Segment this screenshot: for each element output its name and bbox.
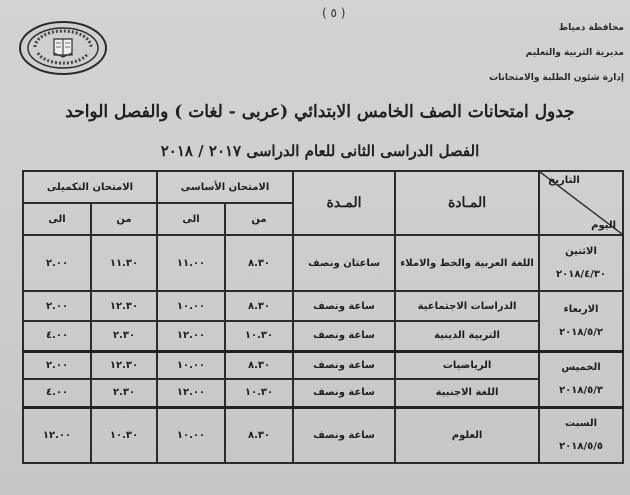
basic-to-cell: ١٠.٠٠ bbox=[157, 351, 225, 379]
duration-cell: ساعة ونصف bbox=[293, 321, 395, 351]
date-day-header bbox=[539, 171, 623, 235]
day-date-cell bbox=[539, 235, 623, 291]
subject-cell: التربية الدينية bbox=[395, 321, 539, 351]
basic-from-header: من bbox=[225, 203, 293, 235]
department-line: إدارة شئون الطلبة والامتحانات bbox=[489, 73, 624, 83]
makeup-to-cell: ٢.٠٠ bbox=[23, 351, 91, 379]
basic-to-header: الى bbox=[157, 203, 225, 235]
date-label: ٢٠١٨/٤/٣٠ bbox=[556, 269, 607, 280]
basic-from-cell: ٨.٣٠ bbox=[225, 291, 293, 321]
makeup-exam-header: الامتحان التكميلى bbox=[23, 171, 157, 203]
makeup-from-cell: ١٢.٣٠ bbox=[91, 291, 157, 321]
makeup-from-cell: ١٢.٣٠ bbox=[91, 351, 157, 379]
directorate-line: مديرية التربية والتعليم bbox=[525, 48, 624, 58]
issuer-header bbox=[484, 16, 624, 91]
basic-from-cell: ٨.٣٠ bbox=[225, 351, 293, 379]
date-label: ٢٠١٨/٥/٥ bbox=[559, 441, 603, 453]
date-header: التاريخ bbox=[548, 175, 580, 186]
makeup-to-header: الى bbox=[23, 203, 91, 235]
makeup-to-cell: ٤.٠٠ bbox=[23, 379, 91, 407]
date-label: ٢٠١٨/٥/٢ bbox=[559, 326, 603, 338]
makeup-from-header: من bbox=[91, 203, 157, 235]
makeup-from-cell: ١١.٣٠ bbox=[91, 235, 157, 291]
exam-schedule-table bbox=[22, 170, 624, 464]
table-row bbox=[23, 321, 623, 351]
subject-cell: الدراسات الاجتماعية bbox=[395, 291, 539, 321]
day-label: السبت bbox=[565, 418, 598, 430]
basic-from-cell: ٨.٣٠ bbox=[225, 407, 293, 463]
duration-header: المـدة bbox=[293, 171, 395, 235]
makeup-from-cell: ٢.٣٠ bbox=[91, 321, 157, 351]
duration-cell: ساعة ونصف bbox=[293, 291, 395, 321]
day-date-cell bbox=[539, 351, 623, 407]
day-label: الاثنين bbox=[565, 246, 597, 257]
ministry-seal-icon bbox=[18, 20, 108, 76]
basic-from-cell: ٨.٣٠ bbox=[225, 235, 293, 291]
basic-from-cell: ١٠.٣٠ bbox=[225, 321, 293, 351]
makeup-to-cell: ٤.٠٠ bbox=[23, 321, 91, 351]
table-row bbox=[23, 379, 623, 407]
duration-cell: ساعة ونصف bbox=[293, 379, 395, 407]
basic-to-cell: ١٠.٠٠ bbox=[157, 291, 225, 321]
document-subtitle: الفصل الدراسى الثانى للعام الدراسى ٢٠١٧ / ٢٠١٨ bbox=[160, 142, 480, 160]
makeup-from-cell: ١٠.٣٠ bbox=[91, 407, 157, 463]
page-number: ( ٥ ) bbox=[322, 6, 346, 20]
table-row bbox=[23, 351, 623, 379]
day-label: الخميس bbox=[561, 362, 601, 373]
date-label: ٢٠١٨/٥/٣ bbox=[559, 385, 603, 396]
table-row bbox=[23, 235, 623, 291]
basic-to-cell: ١٠.٠٠ bbox=[157, 407, 225, 463]
basic-to-cell: ١١.٠٠ bbox=[157, 235, 225, 291]
day-label: الاربعاء bbox=[563, 303, 599, 315]
basic-to-cell: ١٢.٠٠ bbox=[157, 379, 225, 407]
duration-cell: ساعة ونصف bbox=[293, 351, 395, 379]
basic-from-cell: ١٠.٣٠ bbox=[225, 379, 293, 407]
document-title: جدول امتحانات الصف الخامس الابتدائي (عربى - لغات ) والفصل الواحد bbox=[65, 102, 575, 122]
governorate-line: محافظة دمياط bbox=[558, 23, 624, 33]
subject-cell: اللغة العربية والخط والاملاء bbox=[395, 235, 539, 291]
table-row bbox=[23, 407, 623, 463]
subject-cell: اللغة الاجنبية bbox=[395, 379, 539, 407]
makeup-to-cell: ١٢.٠٠ bbox=[23, 407, 91, 463]
makeup-from-cell: ٢.٣٠ bbox=[91, 379, 157, 407]
makeup-to-cell: ٢.٠٠ bbox=[23, 291, 91, 321]
table-row bbox=[23, 291, 623, 321]
duration-cell: ساعتان ونصف bbox=[293, 235, 395, 291]
basic-exam-header: الامتحان الأساسى bbox=[157, 171, 293, 203]
day-date-cell bbox=[539, 407, 623, 463]
day-date-cell bbox=[539, 291, 623, 351]
subject-cell: العلوم bbox=[395, 407, 539, 463]
subject-cell: الرياضيات bbox=[395, 351, 539, 379]
day-header: اليوم bbox=[591, 220, 617, 231]
duration-cell: ساعة ونصف bbox=[293, 407, 395, 463]
basic-to-cell: ١٢.٠٠ bbox=[157, 321, 225, 351]
makeup-to-cell: ٢.٠٠ bbox=[23, 235, 91, 291]
subject-header: المـادة bbox=[395, 171, 539, 235]
